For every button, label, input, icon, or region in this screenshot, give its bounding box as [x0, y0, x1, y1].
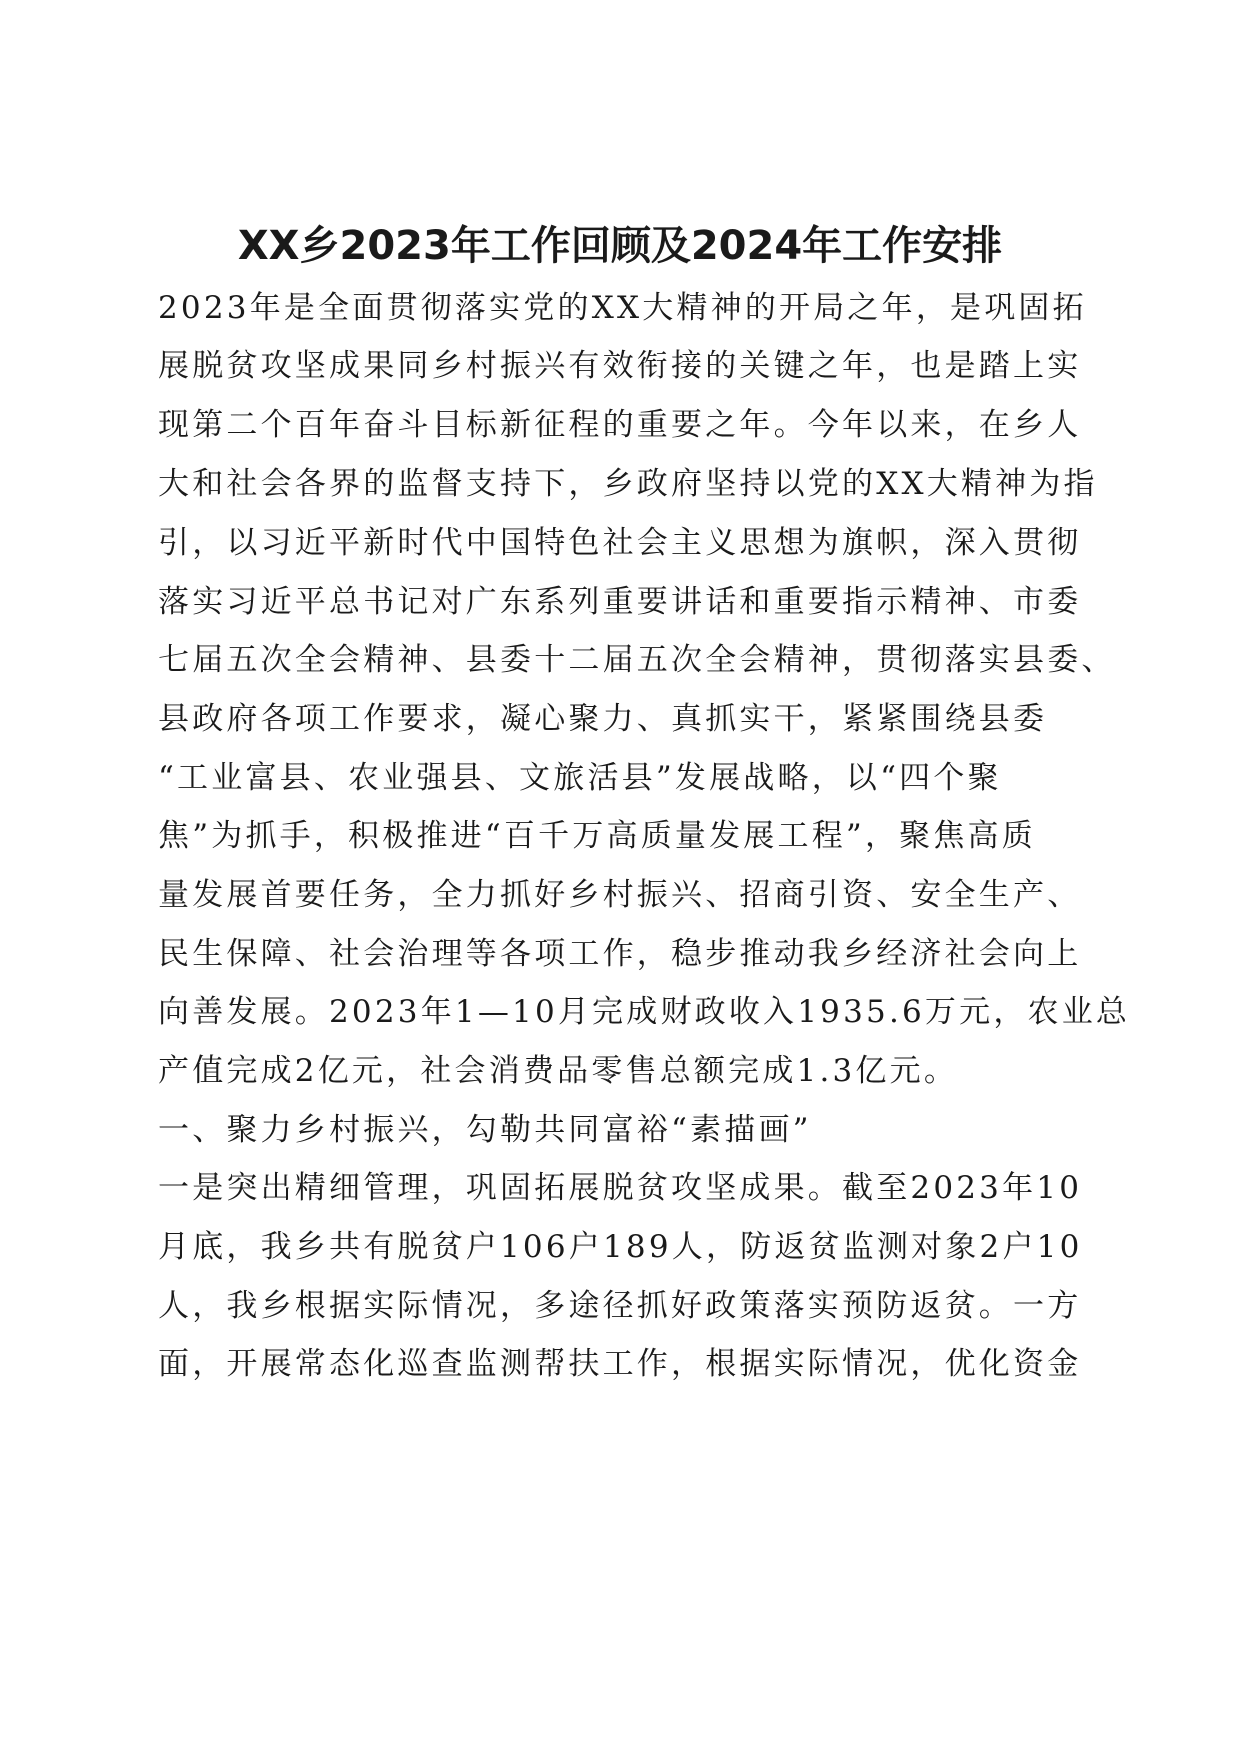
body-line-10: 焦”为抓手，积极推进“百千万高质量发展工程”，聚焦高质	[158, 818, 1036, 854]
body-line-3: 现第二个百年奋斗目标新征程的重要之年。今年以来，在乡人	[158, 407, 1082, 443]
body-line-8: 县政府各项工作要求，凝心聚力、真抓实干，紧紧围绕县委	[158, 701, 1048, 737]
body-line-2: 展脱贫攻坚成果同乡村振兴有效衔接的关键之年，也是踏上实	[158, 348, 1082, 384]
body-line-11: 量发展首要任务，全力抓好乡村振兴、招商引资、安全生产、	[158, 877, 1082, 913]
body-line-13: 向善发展。2023年1—10月完成财政收入1935.6万元，农业总	[158, 994, 1131, 1030]
body-line-16: 一是突出精细管理，巩固拓展脱贫攻坚成果。截至2023年10	[158, 1170, 1083, 1206]
section-heading-1: 一、聚力乡村振兴，勾勒共同富裕“素描画”	[158, 1112, 812, 1148]
body-line-18: 人，我乡根据实际情况，多途径抓好政策落实预防返贫。一方	[158, 1288, 1082, 1324]
body-line-14: 产值完成2亿元，社会消费品零售总额完成1.3亿元。	[158, 1053, 959, 1089]
body-line-12: 民生保障、社会治理等各项工作，稳步推动我乡经济社会向上	[158, 936, 1082, 972]
body-line-9: “工业富县、农业强县、文旅活县”发展战略，以“四个聚	[158, 760, 1002, 796]
body-line-6: 落实习近平总书记对广东系列重要讲话和重要指示精神、市委	[158, 584, 1082, 620]
body-line-4: 大和社会各界的监督支持下，乡政府坚持以党的XX大精神为指	[158, 466, 1098, 502]
document-title: XX乡2023年工作回顾及2024年工作安排	[237, 223, 1003, 269]
body-line-1: 2023年是全面贯彻落实党的XX大精神的开局之年，是巩固拓	[158, 290, 1087, 326]
body-line-19: 面，开展常态化巡查监测帮扶工作，根据实际情况，优化资金	[158, 1346, 1082, 1382]
body-line-5: 引，以习近平新时代中国特色社会主义思想为旗帜，深入贯彻	[158, 525, 1082, 561]
body-line-7: 七届五次全会精神、县委十二届五次全会精神，贯彻落实县委、	[158, 642, 1116, 678]
body-line-17: 月底，我乡共有脱贫户106户189人，防返贫监测对象2户10	[158, 1229, 1083, 1265]
